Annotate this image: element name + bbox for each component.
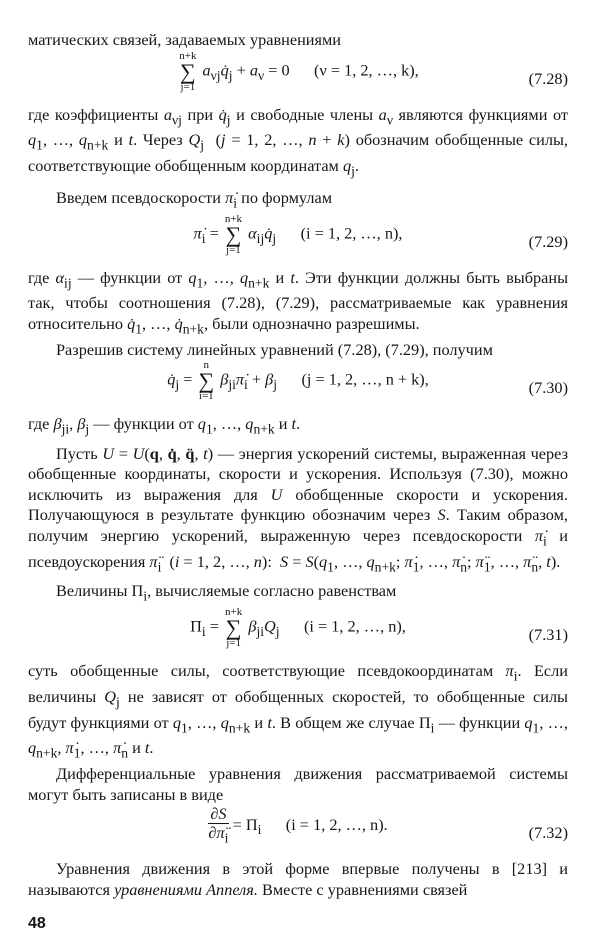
equation-number: (7.31) <box>528 625 568 644</box>
sum-symbol: n+k ∑ j=1 <box>225 606 243 649</box>
paragraph: Введем псевдоскорости $\pi̇_i$ по формулам <box>56 187 333 210</box>
sum-symbol: n ∑ i=1 <box>198 359 215 402</box>
paragraph: где $\beta_{ji}$, $\beta_j$ — функции от $q_1$, …, $q_{n+k}$ и t. <box>28 414 301 437</box>
equation-condition: (i = 1, 2, …, n), <box>300 223 403 243</box>
equation-body: $\pi̇_i$ = n+k ∑ j=1 $\alpha_{ij}q̇_j$ (i = 1, 2, …, n), <box>193 212 403 256</box>
page-number: 48 <box>28 915 46 932</box>
paragraph: Величины $\Pi_i$, вычисляемые согласно равенствам <box>56 581 397 604</box>
page-body <box>28 30 568 900</box>
equation-7-29 <box>28 214 568 268</box>
equation-condition: (ν = 1, 2, …, k), <box>314 60 419 80</box>
equation-number: (7.29) <box>528 231 568 251</box>
paragraph: где $\alpha_{ij}$ — функции от $q_1$, …, $q_{n+k}$ и t. Эти функции должны быть выбраны так, чтобы соотношения (7.28), (7.29), рассматриваемые как уравнения относительно $q̇_1$, …, $q̇_{n+k}$, были однозначно разрешимы. <box>28 267 569 336</box>
equation-body: $\Pi_i$ = n+k ∑ j=1 $\beta_{ji}Q_j$ (i = 1, 2, …, n), <box>190 606 406 649</box>
equation-number: (7.28) <box>528 68 568 88</box>
sum-symbol: n+k ∑ j=1 <box>179 49 197 93</box>
equation-number: (7.32) <box>528 823 568 842</box>
equation-condition: (i = 1, 2, …, n). <box>285 814 388 834</box>
equation-7-32 <box>28 805 568 855</box>
paragraph: Уравнения движения в этой форме впервые получены в [213] и называются уравнениями Аппеля. Вместе с уравнениями связей <box>28 859 568 899</box>
paragraph: матических связей, задаваемых уравнениями <box>28 30 342 49</box>
sum-symbol: n+k ∑ j=1 <box>224 212 243 256</box>
equation-body: n+k ∑ j=1 $a_{\nu j}q̇_j + a_\nu = 0$ (ν = 1, 2, …, k), <box>179 49 419 93</box>
paragraph: где коэффициенты $a_{\nu j}$ при $q̇_j$ и свободные члены $a_\nu$ являются функциями от $q_1$, …, $q_{n+k}$ и t. Через $Q_j$ (j = 1, 2, …, n + k) обозначим обобщенные силы, соответствующие обобщенным координатам $q_j$. <box>28 104 569 179</box>
equation-condition: (j = 1, 2, …, n + k), <box>301 369 429 389</box>
equation-7-31 <box>28 607 568 661</box>
paragraph: Дифференциальные уравнения движения рассматриваемой системы могут быть записаны в виде <box>28 764 568 804</box>
equation-body: $q̇_j$ = n ∑ i=1 $\beta_{ji}\pi̇_i + \beta_j$ (j = 1, 2, …, n + k), <box>167 359 429 402</box>
fraction: $\frac{\partial S}{\partial\pï_i}$ <box>208 804 229 846</box>
equation-number: (7.30) <box>528 378 568 397</box>
emphasis: уравнениями Аппеля. <box>114 879 258 899</box>
equation-7-30 <box>28 360 568 414</box>
paragraph: Разрешив систему линейных уравнений (7.28), (7.29), получим <box>56 339 493 359</box>
equation-condition: (i = 1, 2, …, n), <box>303 616 406 636</box>
equation-7-28 <box>28 51 568 105</box>
paragraph: Пусть U = U(q, q̇, q̈, t) — энергия ускорений системы, выраженная через обобщенные координаты, скорости и ускорения. Используя (7.30), можно исключить из выражения для U обобщенные скорости и ускорения. Получающуюся в результате функцию обозначим через S. Таким образом, получим энергию ускорений, выраженную через псевдоскорости $\pi̇_i$ и псевдоускорения $\pï_i$ (i = 1, 2, …, n): $S = S(q_1$, …, $q_{n+k}$; $\pi̇_1$, …, $\pi̇_n$; $\pï_1$, …, $\pï_n$, t). <box>28 443 569 574</box>
paragraph: суть обобщенные силы, соответствующие псевдокоординатам $\pi_i$. Если величины $Q_j$ не зависят от обобщенных скоростей, то обобщенные силы будут функциями от $q_1$, …, $q_{n+k}$ и t. В общем же случае $\Pi_i$ — функции $q_1$, …, $q_{n+k}$, $\pi̇_1$, …, $\pi̇_n$ и t. <box>28 661 569 761</box>
equation-body: $\frac{\partial S}{\partial\pï_i} = \Pi_i$ (i = 1, 2, …, n). <box>208 804 388 846</box>
